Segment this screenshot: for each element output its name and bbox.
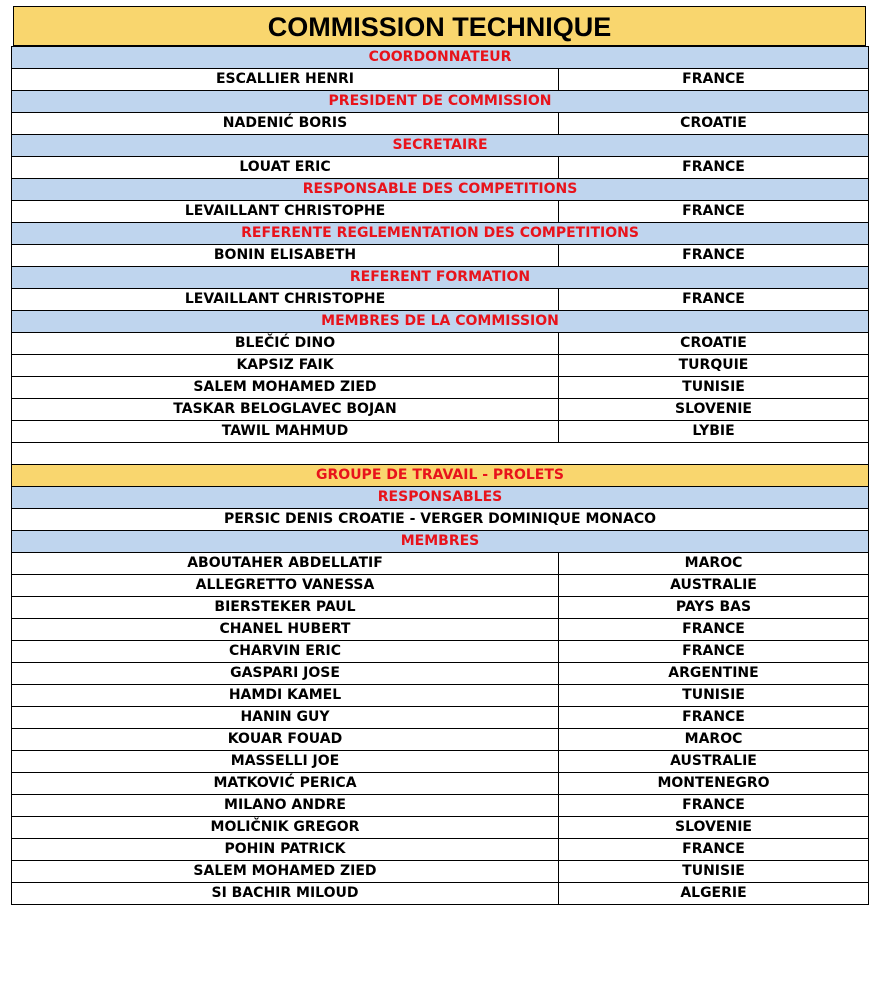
member-country: MAROC	[559, 729, 869, 751]
table-row	[12, 751, 869, 773]
section-heading-referente-reglementation: REFERENTE REGLEMENTATION DES COMPETITIONS	[12, 223, 869, 245]
member-name: HANIN GUY	[12, 707, 559, 729]
table-row	[12, 69, 869, 91]
section-heading-president: PRESIDENT DE COMMISSION	[12, 91, 869, 113]
table-row	[12, 553, 869, 575]
section-heading-membres: MEMBRES	[12, 531, 869, 553]
table-row	[12, 333, 869, 355]
blank-cell	[12, 443, 869, 465]
table-row	[12, 157, 869, 179]
member-name: NADENIĆ BORIS	[12, 113, 559, 135]
member-name: CHARVIN ERIC	[12, 641, 559, 663]
table-row	[12, 641, 869, 663]
table-row	[12, 399, 869, 421]
table-row	[12, 619, 869, 641]
section-heading-responsable-competitions: RESPONSABLE DES COMPETITIONS	[12, 179, 869, 201]
section-heading-secretaire: SECRETAIRE	[12, 135, 869, 157]
member-name: SI BACHIR MILOUD	[12, 883, 559, 905]
table-row	[12, 377, 869, 399]
table-row	[12, 597, 869, 619]
member-name: TASKAR BELOGLAVEC BOJAN	[12, 399, 559, 421]
group-heading: GROUPE DE TRAVAIL - PROLETS	[12, 465, 869, 487]
section-row	[12, 531, 869, 553]
document-sheet	[11, 6, 868, 905]
section-heading-coordonnateur: COORDONNATEUR	[12, 47, 869, 69]
member-name: MOLIČNIK GREGOR	[12, 817, 559, 839]
table-row	[12, 575, 869, 597]
section-row	[12, 311, 869, 333]
member-country: CROATIE	[559, 333, 869, 355]
member-country: FRANCE	[559, 245, 869, 267]
member-country: FRANCE	[559, 839, 869, 861]
section-row	[12, 179, 869, 201]
member-country: TUNISIE	[559, 377, 869, 399]
group-row	[12, 465, 869, 487]
member-country: TUNISIE	[559, 861, 869, 883]
section-heading-referent-formation: REFERENT FORMATION	[12, 267, 869, 289]
blank-row	[12, 443, 869, 465]
section-row	[12, 223, 869, 245]
member-country: SLOVENIE	[559, 399, 869, 421]
table-row	[12, 883, 869, 905]
member-name: BLEČIĆ DINO	[12, 333, 559, 355]
table-row	[12, 839, 869, 861]
member-name: LEVAILLANT CHRISTOPHE	[12, 201, 559, 223]
section-heading-membres-commission: MEMBRES DE LA COMMISSION	[12, 311, 869, 333]
member-country: TUNISIE	[559, 685, 869, 707]
member-country: FRANCE	[559, 289, 869, 311]
member-country: AUSTRALIE	[559, 575, 869, 597]
table-row	[12, 113, 869, 135]
member-name: HAMDI KAMEL	[12, 685, 559, 707]
member-name: SALEM MOHAMED ZIED	[12, 377, 559, 399]
section-row	[12, 47, 869, 69]
table-row	[12, 663, 869, 685]
table-row	[12, 707, 869, 729]
group-members-list	[12, 553, 869, 905]
table-row	[12, 685, 869, 707]
member-country: MAROC	[559, 553, 869, 575]
table-row	[12, 817, 869, 839]
member-name: MATKOVIĆ PERICA	[12, 773, 559, 795]
commission-table	[11, 46, 869, 905]
member-name: CHANEL HUBERT	[12, 619, 559, 641]
section-row	[12, 135, 869, 157]
table-row	[12, 201, 869, 223]
table-row	[12, 729, 869, 751]
member-country: FRANCE	[559, 707, 869, 729]
member-country: FRANCE	[559, 641, 869, 663]
member-country: FRANCE	[559, 795, 869, 817]
member-name: GASPARI JOSE	[12, 663, 559, 685]
member-name: ESCALLIER HENRI	[12, 69, 559, 91]
member-country: MONTENEGRO	[559, 773, 869, 795]
member-name: BIERSTEKER PAUL	[12, 597, 559, 619]
member-name: LOUAT ERIC	[12, 157, 559, 179]
member-country: AUSTRALIE	[559, 751, 869, 773]
member-country: CROATIE	[559, 113, 869, 135]
page-title: COMMISSION TECHNIQUE	[13, 6, 866, 46]
member-country: ALGERIE	[559, 883, 869, 905]
table-row	[12, 289, 869, 311]
table-row	[12, 861, 869, 883]
member-country: TURQUIE	[559, 355, 869, 377]
section-row	[12, 487, 869, 509]
member-country: LYBIE	[559, 421, 869, 443]
table-row	[12, 773, 869, 795]
member-name: MILANO ANDRE	[12, 795, 559, 817]
table-row	[12, 509, 869, 531]
section-heading-responsables: RESPONSABLES	[12, 487, 869, 509]
member-name: LEVAILLANT CHRISTOPHE	[12, 289, 559, 311]
table-row	[12, 355, 869, 377]
member-name: KOUAR FOUAD	[12, 729, 559, 751]
member-country: PAYS BAS	[559, 597, 869, 619]
table-row	[12, 245, 869, 267]
member-name: ALLEGRETTO VANESSA	[12, 575, 559, 597]
member-name: SALEM MOHAMED ZIED	[12, 861, 559, 883]
table-row	[12, 421, 869, 443]
member-country: FRANCE	[559, 619, 869, 641]
member-name: KAPSIZ FAIK	[12, 355, 559, 377]
section-row	[12, 91, 869, 113]
member-name: ABOUTAHER ABDELLATIF	[12, 553, 559, 575]
member-country: FRANCE	[559, 201, 869, 223]
member-country: SLOVENIE	[559, 817, 869, 839]
member-name: BONIN ELISABETH	[12, 245, 559, 267]
member-country: FRANCE	[559, 69, 869, 91]
member-name: TAWIL MAHMUD	[12, 421, 559, 443]
member-name: POHIN PATRICK	[12, 839, 559, 861]
table-row	[12, 795, 869, 817]
member-country: FRANCE	[559, 157, 869, 179]
section-row	[12, 267, 869, 289]
responsables-text: PERSIC DENIS CROATIE - VERGER DOMINIQUE MONACO	[12, 509, 869, 531]
member-name: MASSELLI JOE	[12, 751, 559, 773]
member-country: ARGENTINE	[559, 663, 869, 685]
